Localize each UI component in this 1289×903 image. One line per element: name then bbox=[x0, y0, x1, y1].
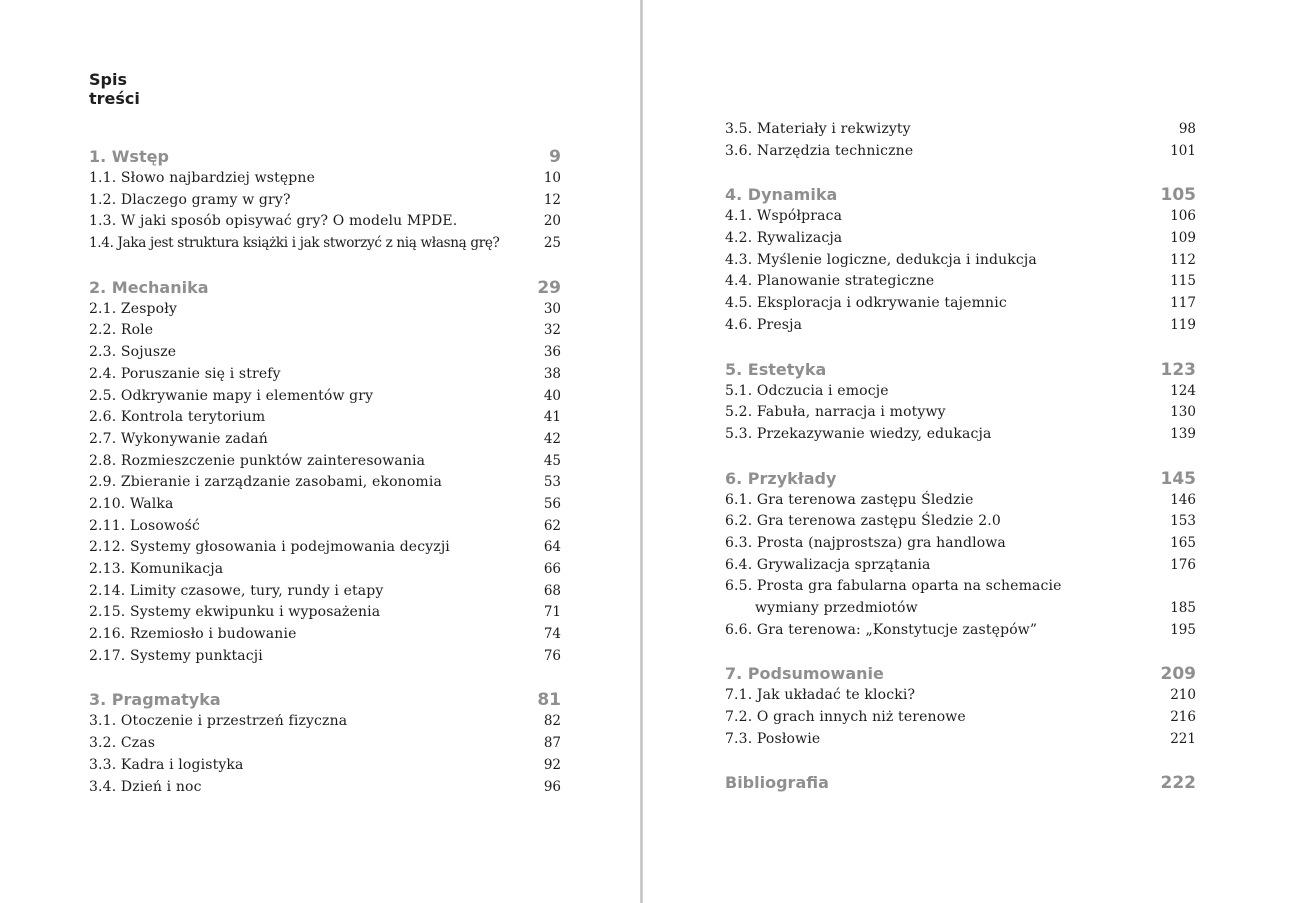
toc-entry-label: 7.1. Jak układać te klocki? bbox=[725, 687, 916, 704]
left-page bbox=[0, 0, 640, 903]
toc-entry[interactable] bbox=[89, 364, 561, 386]
toc-entry-label: 2.5. Odkrywanie mapy i elementów gry bbox=[89, 387, 374, 404]
toc-entry[interactable] bbox=[725, 533, 1196, 555]
toc-entry[interactable] bbox=[89, 711, 561, 733]
toc-entry-label: 3.1. Otoczenie i przestrzeń fizyczna bbox=[89, 713, 348, 730]
toc-entry-page: 117 bbox=[1170, 295, 1196, 312]
toc-entry[interactable] bbox=[725, 141, 1196, 163]
toc-entry[interactable] bbox=[89, 451, 561, 473]
toc-entry-label: 4.5. Eksploracja i odkrywanie tajemnic bbox=[725, 295, 1007, 312]
toc-entry-label: 2.15. Systemy ekwipunku i wyposażenia bbox=[89, 604, 381, 621]
toc-entry-label: 3.3. Kadra i logistyka bbox=[89, 756, 244, 773]
toc-entry-page: 115 bbox=[1170, 273, 1196, 290]
toc-section bbox=[725, 772, 1196, 794]
toc-entry-label: 1.3. W jaki sposób opisywać gry? O modelu MPDE. bbox=[89, 213, 458, 230]
toc-section-label: 2. Mechanika bbox=[89, 277, 209, 297]
toc-entry[interactable] bbox=[725, 315, 1196, 337]
toc-entry[interactable] bbox=[89, 755, 561, 777]
toc-section-label: 4. Dynamika bbox=[725, 185, 838, 205]
toc-entry[interactable] bbox=[89, 168, 561, 190]
toc-entry-label: 2.1. Zespoły bbox=[89, 300, 178, 317]
toc-entry-label: 5.3. Przekazywanie wiedzy, edukacja bbox=[725, 425, 992, 442]
toc-section-heading[interactable] bbox=[725, 359, 1196, 381]
toc-entry[interactable] bbox=[725, 490, 1196, 512]
toc-entry-page: 106 bbox=[1170, 208, 1196, 225]
toc-entry[interactable] bbox=[725, 685, 1196, 707]
toc-entry-label: 2.11. Losowość bbox=[89, 517, 200, 534]
toc-entry-label: 2.4. Poruszanie się i strefy bbox=[89, 365, 281, 382]
toc-entry-page: 82 bbox=[543, 713, 561, 730]
toc-entry-label: 6.4. Grywalizacja sprzątania bbox=[725, 556, 931, 573]
toc-entry[interactable] bbox=[89, 190, 561, 212]
toc-entry-page: 40 bbox=[543, 387, 561, 404]
toc-section-heading[interactable] bbox=[89, 277, 561, 299]
toc-section-page: 105 bbox=[1160, 185, 1196, 206]
toc-entry-label: 3.6. Narzędzia techniczne bbox=[725, 142, 914, 159]
toc-entry-label: wymiany przedmiotów bbox=[755, 600, 918, 616]
toc-section-page: 222 bbox=[1160, 773, 1196, 794]
toc-entry-label: 3.5. Materiały i rekwizyty bbox=[725, 121, 911, 137]
toc-entry[interactable] bbox=[89, 559, 561, 581]
toc-entry[interactable] bbox=[725, 381, 1196, 403]
toc-section-heading[interactable] bbox=[725, 772, 1196, 794]
toc-section-label: 5. Estetyka bbox=[725, 359, 827, 379]
toc-entry[interactable] bbox=[725, 555, 1196, 577]
toc-entry-page: 96 bbox=[543, 778, 561, 795]
toc-entry-page: 195 bbox=[1170, 621, 1196, 638]
toc-section-label: 1. Wstęp bbox=[89, 147, 169, 166]
toc-entry-label: 2.17. Systemy punktacji bbox=[89, 647, 263, 664]
toc-entry-page: 185 bbox=[1170, 600, 1196, 616]
toc-entry[interactable] bbox=[89, 407, 561, 429]
toc-entry-label: 6.3. Prosta (najprostsza) gra handlowa bbox=[725, 534, 1006, 551]
toc-entry-label: 7.3. Posłowie bbox=[725, 730, 821, 747]
toc-entry-label: 6.1. Gra terenowa zastępu Śledzie bbox=[725, 491, 974, 508]
toc-entry-label: 2.14. Limity czasowe, tury, rundy i etapy bbox=[89, 582, 384, 599]
toc-entry-page: 130 bbox=[1170, 404, 1196, 421]
toc-entry-label: 2.2. Role bbox=[89, 322, 154, 339]
toc-section-page: 81 bbox=[537, 690, 561, 711]
toc-entry[interactable] bbox=[89, 624, 561, 646]
toc-entry[interactable] bbox=[725, 293, 1196, 315]
left-toc-column bbox=[89, 146, 561, 798]
toc-entry[interactable] bbox=[725, 511, 1196, 533]
toc-entry[interactable] bbox=[89, 386, 561, 408]
toc-entry[interactable] bbox=[725, 206, 1196, 228]
toc-entry-page: 71 bbox=[543, 604, 561, 621]
toc-entry-page: 68 bbox=[543, 582, 561, 599]
toc-section bbox=[89, 146, 561, 255]
toc-entry-page: 153 bbox=[1170, 513, 1196, 530]
toc-entry-page: 66 bbox=[543, 561, 561, 577]
toc-entry-page: 30 bbox=[543, 300, 561, 317]
toc-entry-label: 6.2. Gra terenowa zastępu Śledzie 2.0 bbox=[725, 513, 1001, 530]
toc-entry-page: 38 bbox=[543, 365, 561, 382]
toc-entry-page: 32 bbox=[543, 322, 561, 339]
toc-entry[interactable] bbox=[89, 537, 561, 559]
toc-section bbox=[725, 184, 1196, 336]
toc-entry-label: 1.1. Słowo najbardziej wstępne bbox=[89, 170, 316, 186]
right-page bbox=[643, 0, 1289, 903]
toc-entry[interactable] bbox=[89, 494, 561, 516]
toc-entry[interactable] bbox=[89, 581, 561, 603]
toc-section-heading[interactable] bbox=[89, 146, 561, 168]
toc-section-page: 145 bbox=[1160, 468, 1196, 489]
toc-section-label: 3. Pragmatyka bbox=[89, 690, 221, 710]
toc-section-heading[interactable] bbox=[725, 468, 1196, 490]
toc-entry-label: 2.16. Rzemiosło i budowanie bbox=[89, 626, 297, 643]
toc-entry-label: 1.4. Jaka jest struktura książki i jak stworzyć z nią własną grę? bbox=[89, 235, 500, 252]
toc-entry-label: 3.4. Dzień i noc bbox=[89, 778, 202, 795]
toc-entry-page: 109 bbox=[1170, 230, 1196, 247]
toc-continuation bbox=[725, 119, 1196, 162]
toc-entry-page: 139 bbox=[1170, 425, 1196, 442]
toc-section-page: 29 bbox=[537, 277, 561, 298]
toc-entry[interactable] bbox=[89, 211, 561, 233]
toc-entry[interactable] bbox=[725, 729, 1196, 751]
toc-entry-page: 221 bbox=[1170, 730, 1196, 747]
toc-entry-page: 41 bbox=[543, 409, 561, 426]
toc-entry-page: 10 bbox=[543, 170, 561, 186]
toc-entry-page: 53 bbox=[543, 474, 561, 491]
toc-section-page: 9 bbox=[549, 147, 561, 167]
toc-section-heading[interactable] bbox=[89, 689, 561, 711]
toc-entry-label: 5.2. Fabuła, narracja i motywy bbox=[725, 404, 946, 421]
toc-entry-label: 2.3. Sojusze bbox=[89, 344, 177, 361]
toc-entry[interactable] bbox=[89, 602, 561, 624]
toc-entry-page: 62 bbox=[543, 517, 561, 534]
toc-entry-label: 4.3. Myślenie logiczne, dedukcja i indukcja bbox=[725, 251, 1037, 268]
toc-entry[interactable] bbox=[89, 472, 561, 494]
toc-entry-label: 2.13. Komunikacja bbox=[89, 561, 224, 577]
toc-entry-label: 5.1. Odczucia i emocje bbox=[725, 382, 889, 399]
toc-title-line-2: treści bbox=[89, 89, 140, 108]
toc-entry[interactable] bbox=[725, 250, 1196, 272]
toc-entry[interactable] bbox=[725, 707, 1196, 729]
toc-entry[interactable] bbox=[89, 516, 561, 538]
toc-section bbox=[725, 468, 1196, 642]
toc-entry-page: 98 bbox=[1178, 121, 1196, 137]
toc-entry[interactable] bbox=[725, 576, 1196, 598]
toc-entry-page: 112 bbox=[1170, 251, 1196, 268]
toc-section-label: 6. Przykłady bbox=[725, 468, 837, 488]
toc-entry-page: 64 bbox=[543, 539, 561, 556]
toc-entry[interactable] bbox=[89, 233, 561, 255]
toc-entry[interactable] bbox=[89, 429, 561, 451]
toc-entry-page: 87 bbox=[543, 735, 561, 752]
toc-entry-label: 2.9. Zbieranie i zarządzanie zasobami, ekonomia bbox=[89, 474, 442, 491]
toc-entry-label: 2.6. Kontrola terytorium bbox=[89, 409, 266, 426]
toc-entry-label: 2.12. Systemy głosowania i podejmowania decyzji bbox=[89, 539, 450, 556]
toc-entry-page: 12 bbox=[543, 191, 561, 208]
right-toc-column bbox=[725, 119, 1196, 794]
toc-entry[interactable] bbox=[725, 598, 1196, 620]
toc-title bbox=[89, 70, 140, 108]
toc-entry[interactable] bbox=[725, 119, 1196, 141]
toc-entry-page: 36 bbox=[543, 344, 561, 361]
toc-entry[interactable] bbox=[725, 271, 1196, 293]
toc-entry-label: 2.8. Rozmieszczenie punktów zainteresowania bbox=[89, 452, 426, 469]
toc-entry[interactable] bbox=[89, 320, 561, 342]
toc-section bbox=[89, 689, 561, 798]
toc-section bbox=[725, 663, 1196, 750]
toc-entry-label: 7.2. O grach innych niż terenowe bbox=[725, 709, 966, 726]
toc-entry-page: 165 bbox=[1170, 534, 1196, 551]
toc-entry-page: 210 bbox=[1170, 687, 1196, 704]
toc-entry-label: 4.4. Planowanie strategiczne bbox=[725, 273, 935, 290]
toc-entry-label: 6.5. Prosta gra fabularna oparta na schemacie bbox=[725, 578, 1062, 595]
toc-entry-page: 124 bbox=[1170, 382, 1196, 399]
toc-title-line-1: Spis bbox=[89, 70, 127, 89]
toc-entry-label: 3.2. Czas bbox=[89, 735, 156, 752]
toc-entry[interactable] bbox=[89, 733, 561, 755]
toc-entry-page: 45 bbox=[543, 452, 561, 469]
toc-entry-page: 146 bbox=[1170, 491, 1196, 508]
toc-entry-page: 119 bbox=[1170, 316, 1196, 333]
toc-section-page: 123 bbox=[1160, 359, 1196, 380]
toc-entry-label: 1.2. Dlaczego gramy w gry? bbox=[89, 191, 291, 208]
toc-entry[interactable] bbox=[725, 424, 1196, 446]
toc-entry[interactable] bbox=[725, 620, 1196, 642]
toc-entry-page: 92 bbox=[543, 756, 561, 773]
toc-section-label: Bibliografia bbox=[725, 773, 829, 793]
toc-entry-page: 25 bbox=[543, 235, 561, 252]
toc-entry-label: 2.7. Wykonywanie zadań bbox=[89, 430, 268, 447]
toc-entry[interactable] bbox=[89, 299, 561, 321]
toc-entry-page: 74 bbox=[543, 626, 561, 643]
toc-entry-label: 4.1. Współpraca bbox=[725, 208, 843, 225]
toc-entry-page: 56 bbox=[543, 495, 561, 512]
toc-section bbox=[725, 359, 1196, 446]
toc-entry-page: 216 bbox=[1170, 709, 1196, 726]
toc-entry-page: 176 bbox=[1170, 556, 1196, 573]
toc-entry-label: 2.10. Walka bbox=[89, 495, 174, 512]
toc-entry-page: 101 bbox=[1170, 142, 1196, 159]
toc-entry-label: 4.6. Presja bbox=[725, 316, 803, 333]
toc-entry-page: 42 bbox=[543, 430, 561, 447]
toc-section-heading[interactable] bbox=[725, 663, 1196, 685]
toc-entry-page: 76 bbox=[543, 647, 561, 664]
toc-entry[interactable] bbox=[725, 402, 1196, 424]
toc-entry[interactable] bbox=[89, 777, 561, 799]
toc-section-page: 209 bbox=[1160, 664, 1196, 685]
toc-section-label: 7. Podsumowanie bbox=[725, 664, 884, 684]
toc-entry-page: 20 bbox=[543, 213, 561, 230]
toc-entry[interactable] bbox=[89, 342, 561, 364]
toc-section-heading[interactable] bbox=[725, 184, 1196, 206]
toc-entry[interactable] bbox=[89, 646, 561, 668]
toc-entry-label: 4.2. Rywalizacja bbox=[725, 230, 843, 247]
toc-entry[interactable] bbox=[725, 228, 1196, 250]
toc-section bbox=[89, 277, 561, 668]
toc-entry-label: 6.6. Gra terenowa: „Konstytucje zastępów” bbox=[725, 621, 1038, 638]
